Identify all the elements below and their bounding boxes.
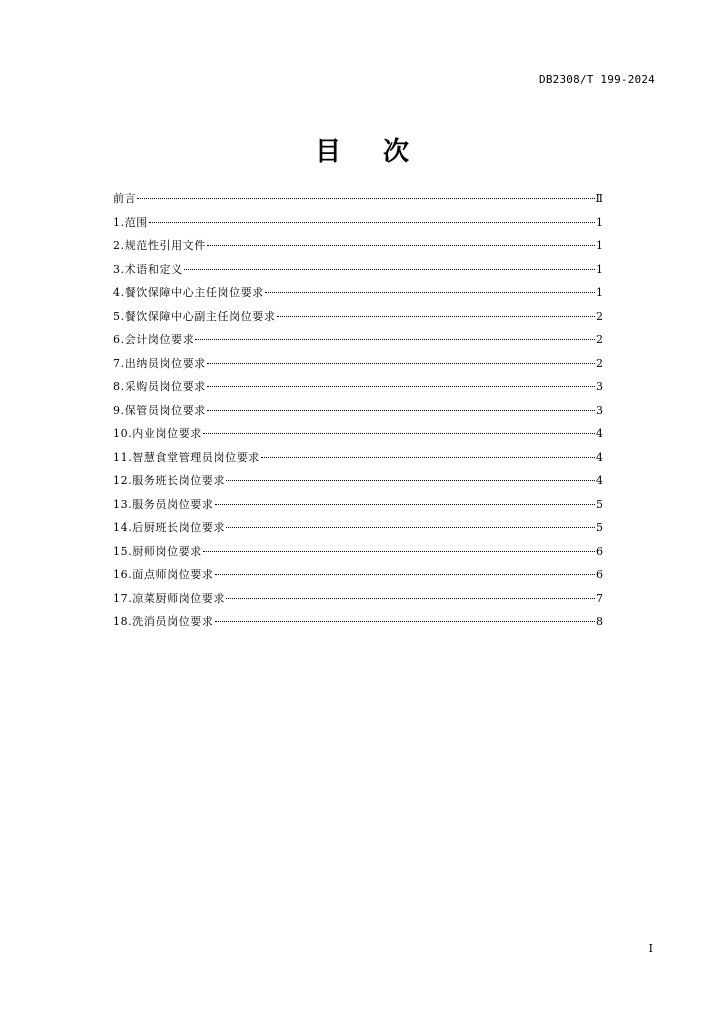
toc-dot-leader — [207, 245, 595, 246]
toc-entry-label: 14.后厨班长岗位要求 — [113, 521, 226, 534]
toc-entry-label: 8.采购员岗位要求 — [113, 380, 206, 393]
toc-entry-label: 5.餐饮保障中心副主任岗位要求 — [113, 309, 276, 323]
toc-entry[interactable] — [113, 592, 603, 616]
toc-dot-leader — [226, 527, 595, 528]
toc-entry[interactable] — [113, 357, 603, 381]
toc-entry-label: 9.保管员岗位要求 — [113, 403, 206, 417]
toc-entry-label: 16.面点师岗位要求 — [113, 568, 214, 581]
toc-entry-label: 1.范围 — [113, 215, 148, 229]
toc-entry-label: 18.洗消员岗位要求 — [113, 615, 214, 628]
toc-entry-page: 5 — [596, 497, 603, 511]
toc-entry-label: 2.规范性引用文件 — [113, 239, 206, 252]
toc-dot-leader — [207, 410, 595, 411]
page-number: I — [648, 942, 653, 955]
toc-dot-leader — [149, 222, 595, 223]
toc-entry-page: 1 — [596, 286, 603, 299]
toc-entry[interactable] — [113, 333, 603, 357]
toc-entry[interactable] — [113, 239, 603, 263]
toc-entry-page: 8 — [596, 615, 603, 628]
toc-dot-leader — [215, 504, 596, 505]
toc-entry-page: 1 — [596, 239, 603, 252]
toc-entry-label: 3.术语和定义 — [113, 262, 183, 276]
toc-entry-page: 3 — [596, 403, 603, 417]
toc-entry-page: 2 — [596, 309, 603, 323]
toc-dot-leader — [195, 339, 595, 340]
toc-dot-leader — [184, 269, 595, 270]
toc-entry[interactable] — [113, 263, 603, 287]
toc-entry-label: 12.服务班长岗位要求 — [113, 474, 226, 487]
toc-entry[interactable] — [113, 615, 603, 639]
toc-entry-label: 13.服务员岗位要求 — [113, 497, 214, 511]
toc-entry-page: 6 — [596, 544, 603, 558]
toc-entry-page: 3 — [596, 380, 603, 393]
toc-dot-leader — [277, 316, 596, 317]
toc-entry-label: 11.智慧食堂管理员岗位要求 — [113, 450, 260, 464]
toc-entry-page: 2 — [596, 333, 603, 346]
toc-entry[interactable] — [113, 568, 603, 592]
toc-dot-leader — [137, 198, 594, 199]
toc-dot-leader — [207, 386, 595, 387]
toc-dot-leader — [226, 480, 595, 481]
toc-entry-label: 4.餐饮保障中心主任岗位要求 — [113, 286, 264, 299]
toc-dot-leader — [215, 621, 596, 622]
toc-entry[interactable] — [113, 192, 603, 216]
toc-entry[interactable] — [113, 380, 603, 404]
toc-entry-label: 7.出纳员岗位要求 — [113, 356, 206, 370]
toc-dot-leader — [226, 598, 595, 599]
toc-entry-page: 7 — [596, 591, 603, 605]
toc-entry-label: 6.会计岗位要求 — [113, 333, 195, 346]
toc-entry[interactable] — [113, 545, 603, 569]
toc-entry-page: 5 — [596, 521, 603, 534]
toc-entry[interactable] — [113, 404, 603, 428]
toc-entry[interactable] — [113, 310, 603, 334]
toc-entry[interactable] — [113, 427, 603, 451]
toc-dot-leader — [207, 363, 595, 364]
toc-dot-leader — [203, 551, 595, 552]
toc-dot-leader — [265, 292, 595, 293]
toc-entry-page: Ⅱ — [595, 192, 603, 205]
toc-entry-page: 1 — [596, 262, 603, 276]
toc-entry[interactable] — [113, 216, 603, 240]
toc-entry-page: 1 — [596, 215, 603, 229]
toc-entry-page: 4 — [596, 450, 603, 464]
toc-title: 目次 — [314, 137, 451, 167]
toc-entry[interactable] — [113, 474, 603, 498]
toc-entry[interactable] — [113, 286, 603, 310]
toc-entry-page: 6 — [596, 568, 603, 581]
toc-entry[interactable] — [113, 451, 603, 475]
toc-entry-page: 4 — [596, 474, 603, 487]
toc-entry-label: 15.厨师岗位要求 — [113, 544, 202, 558]
toc-entry-label: 10.内业岗位要求 — [113, 427, 202, 440]
toc-entry-page: 4 — [596, 427, 603, 440]
toc-dot-leader — [261, 457, 595, 458]
toc-dot-leader — [215, 574, 596, 575]
document-code: DB2308/T 199-2024 — [539, 73, 655, 86]
toc-entry-label: 17.凉菜厨师岗位要求 — [113, 591, 226, 605]
toc-entry[interactable] — [113, 498, 603, 522]
toc-entry-page: 2 — [596, 356, 603, 370]
table-of-contents — [113, 192, 603, 639]
toc-entry[interactable] — [113, 521, 603, 545]
toc-dot-leader — [203, 433, 595, 434]
toc-entry-label: 前言 — [113, 192, 137, 205]
